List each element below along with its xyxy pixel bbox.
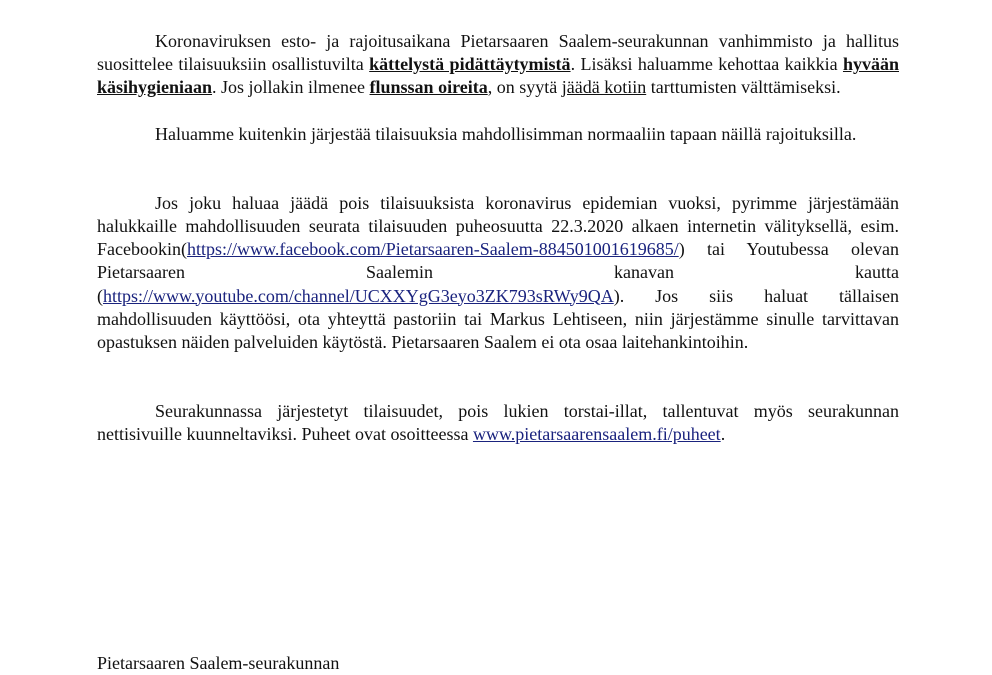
- sermons-link[interactable]: www.pietarsaarensaalem.fi/puheet: [472, 424, 721, 445]
- emphasis-handshake: kättelystä pidättäytymistä: [369, 54, 571, 75]
- emphasis-flu-symptoms: flunssan oireita: [369, 77, 488, 98]
- emphasis-stay-home: jäädä kotiin: [561, 77, 647, 98]
- p4-text-1: Seurakunnassa järjestetyt tilaisuudet, pois lukien torstai-illat, tallentuvat myös seurakunnan nettisivuille kuunneltaviksi. Puheet ovat osoitteessa: [97, 401, 899, 445]
- p3-text-3: ). Jos siis haluat tällaisen mahdollisuuden käyttöösi, ota yhteyttä pastoriin tai Markus Lehtiseen, niin järjestämme sinulle tarvittavan opastuksen näiden palveluiden käytöstä. Pietarsaaren Saalem ei ota osaa laitehankintoihin.: [97, 285, 899, 353]
- facebook-link[interactable]: https://www.facebook.com/Pietarsaaren-Saalem-884501001619685/: [186, 239, 679, 260]
- p4-text-2: .: [720, 424, 726, 445]
- p1-text-4: , on syytä: [487, 77, 562, 98]
- p3-text-1: Jos joku haluaa jäädä pois tilaisuuksista koronavirus epidemian vuoksi, pyrimme järjestämään halukkaille mahdollisuuden seurata tilaisuuden puheosuutta 22.3.2020 alkaen internetin välityksellä, esim. Facebookin(: [97, 192, 899, 260]
- paragraph-online-streaming: [97, 192, 899, 354]
- p2-text: Haluamme kuitenkin järjestää tilaisuuksia mahdollisimman normaaliin tapaan näillä rajoituksilla.: [155, 123, 857, 144]
- paragraph-recordings: [97, 400, 899, 446]
- document-body: [97, 30, 899, 447]
- paragraph-hygiene-guidance: [97, 30, 899, 100]
- p1-text-1: Koronaviruksen esto- ja rajoitusaikana Pietarsaaren Saalem-seurakunnan vanhimmisto ja hallitus suosittelee tilaisuuksiin osallistuvilta: [97, 31, 899, 75]
- signature: Pietarsaaren Saalem-seurakunnan: [97, 653, 340, 673]
- p1-text-2: . Lisäksi haluamme kehottaa kaikkia: [570, 54, 843, 75]
- p1-text-5: tarttumisten välttämiseksi.: [646, 77, 841, 98]
- emphasis-hand-hygiene: hyvään käsihygieniaan: [97, 54, 899, 98]
- p1-text-3: . Jos jollakin ilmenee: [212, 77, 370, 98]
- p3-text-2: ) tai Youtubessa olevan Pietarsaaren Saalemin kanavan kautta (: [97, 239, 899, 306]
- paragraph-normal-events: [97, 123, 899, 146]
- youtube-link[interactable]: https://www.youtube.com/channel/UCXXYgG3eyo3ZK793sRWy9QA: [103, 285, 614, 306]
